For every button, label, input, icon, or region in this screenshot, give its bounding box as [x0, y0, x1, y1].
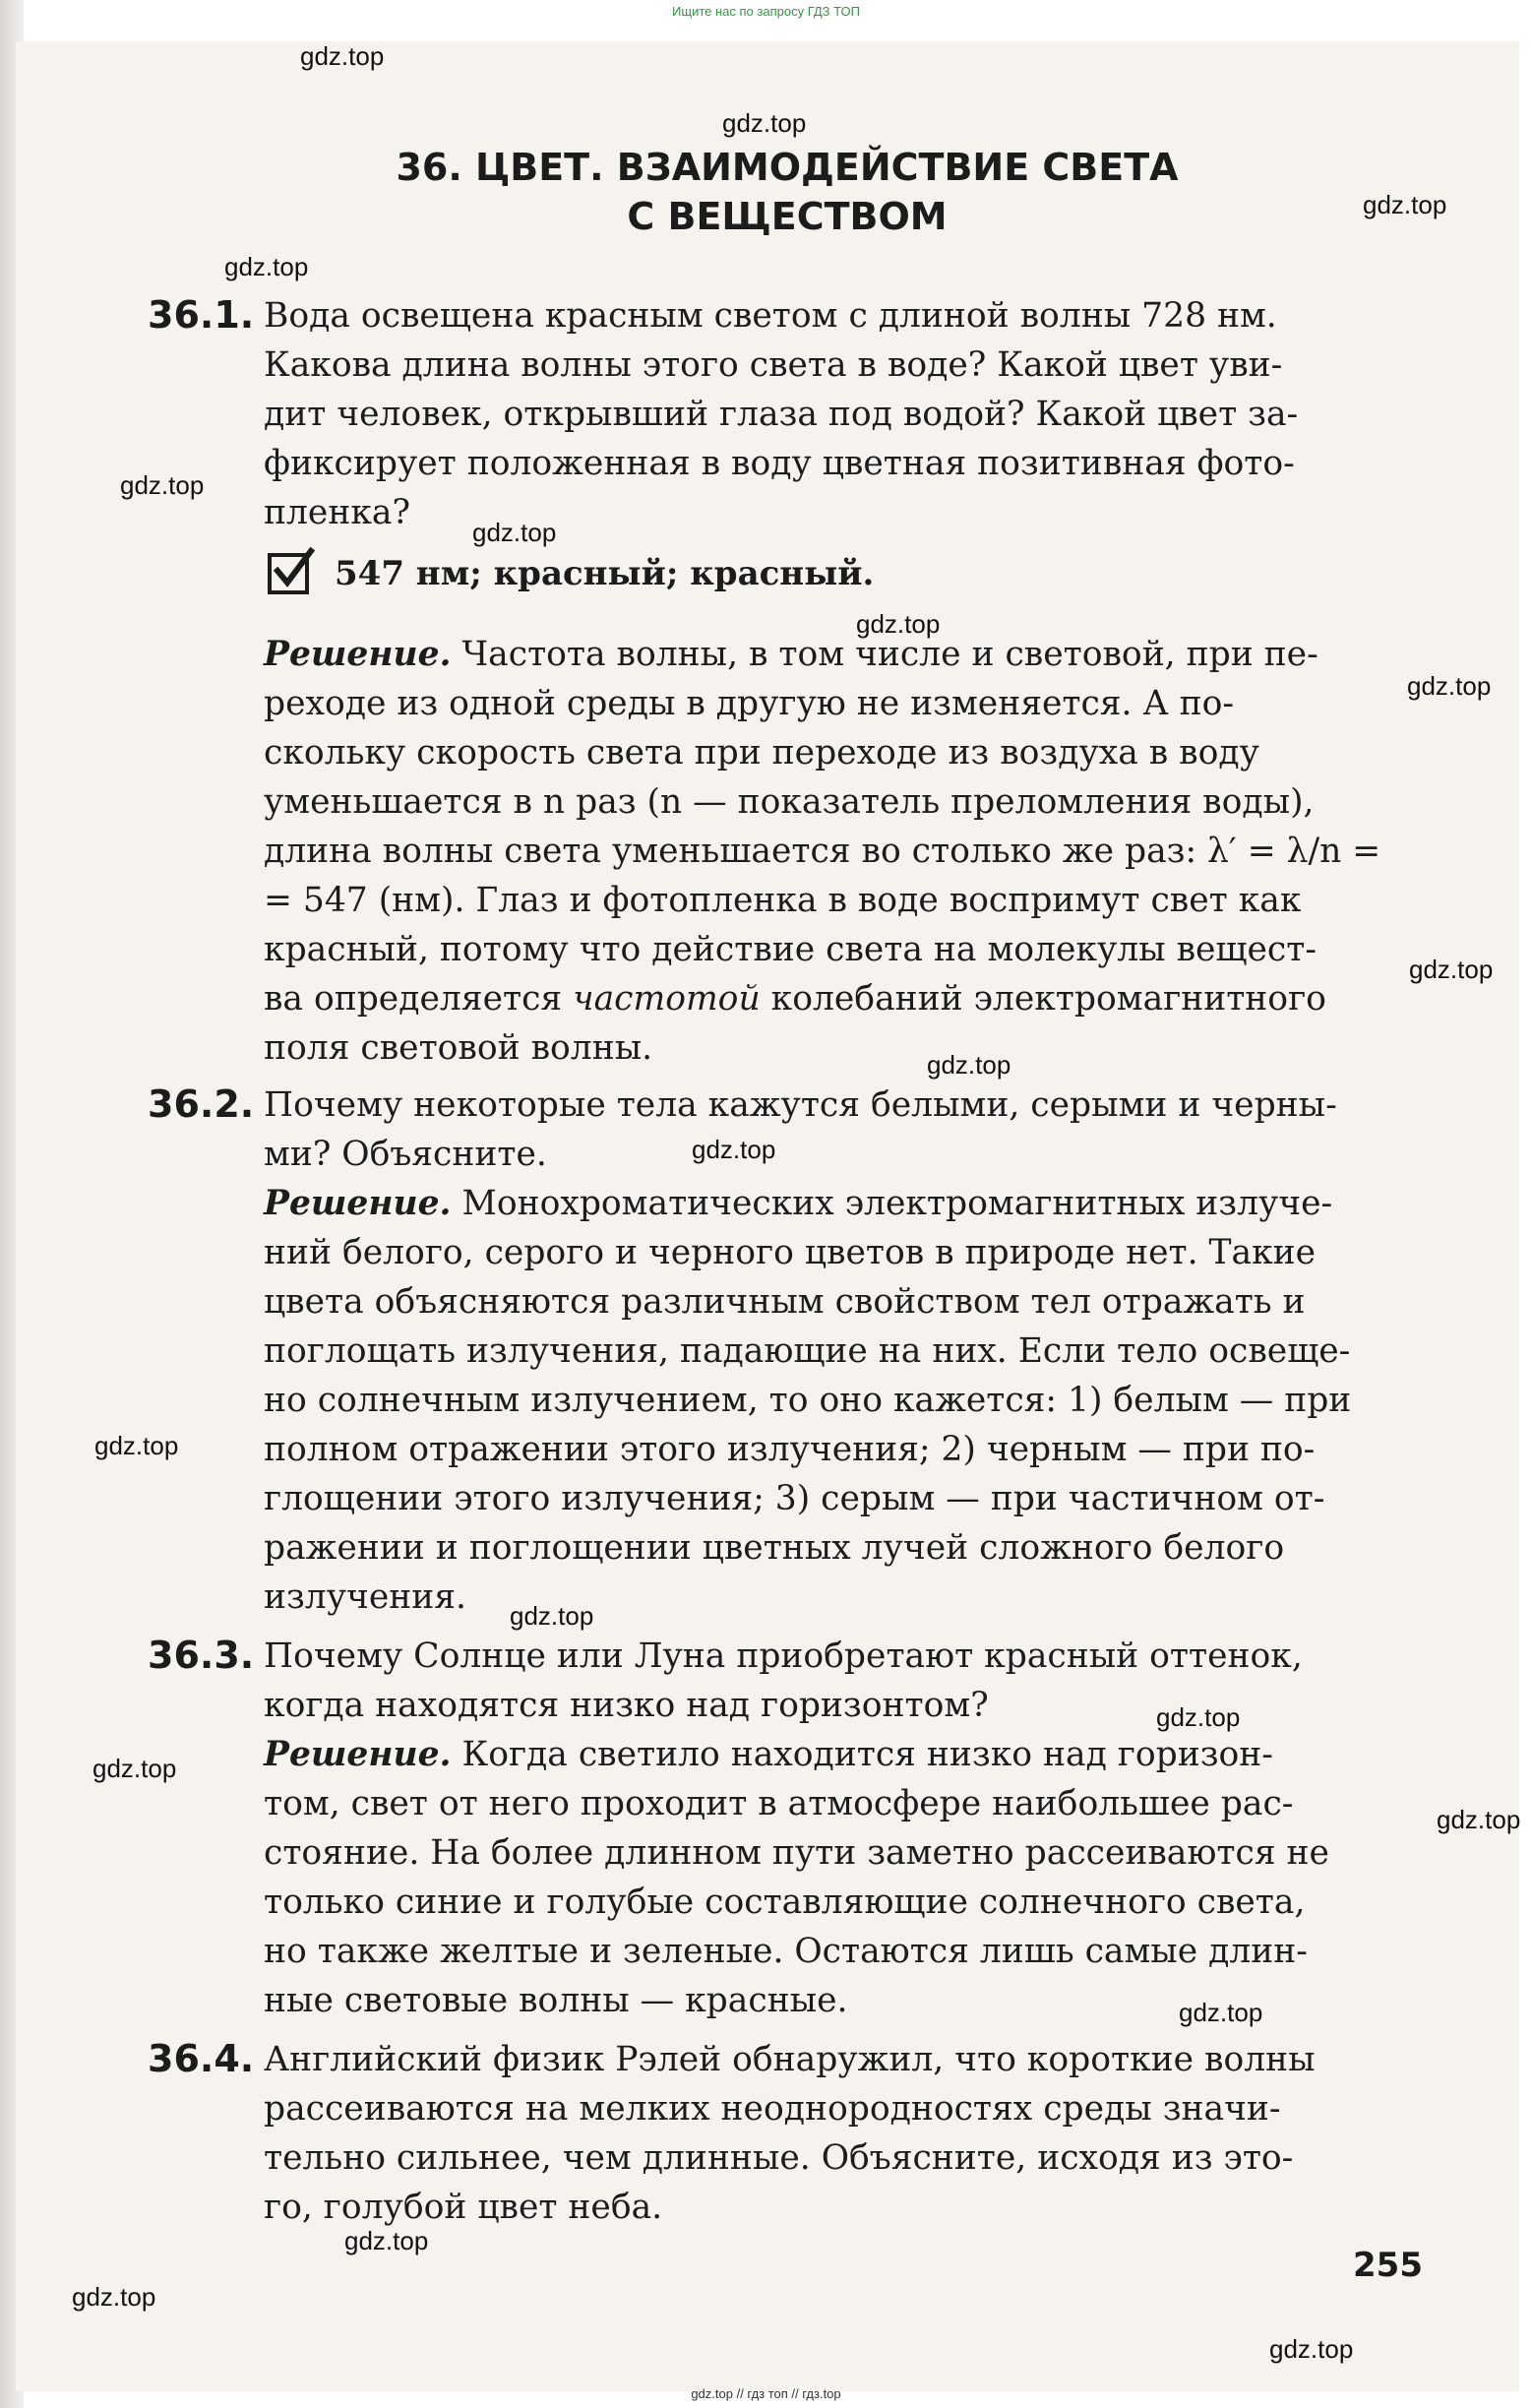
problem-36-2-question	[264, 1081, 1417, 1179]
solution-text: Частота волны, в том числе и световой, при пе-	[451, 635, 1318, 674]
solution-line	[264, 1179, 1417, 1228]
watermark: gdz.top	[1269, 2334, 1354, 2364]
watermark: gdz.top	[300, 41, 385, 71]
question-line: рассеиваются на мелких неоднородностях среды значи-	[264, 2089, 1281, 2129]
question-line: тельно сильнее, чем длинные. Объясните, исходя из это-	[264, 2138, 1294, 2178]
question-line: ми? Объясните.	[264, 1135, 547, 1174]
solution-text: Монохроматических электромагнитных излуче-	[451, 1184, 1333, 1223]
watermark: gdz.top	[692, 1135, 776, 1164]
solution-line: скольку скорость света при переходе из воздуха в воду	[264, 733, 1259, 772]
solution-text: колебаний электромагнитного	[760, 979, 1326, 1019]
question-line: Почему Солнце или Луна приобретают красный оттенок,	[264, 1636, 1303, 1676]
answer-text: 547 нм; красный; красный.	[335, 554, 875, 593]
bottom-banner[interactable]: gdz.top // гдз топ // гдз.top	[691, 2386, 841, 2401]
watermark: gdz.top	[1156, 1702, 1241, 1732]
solution-label: Решение.	[264, 1735, 452, 1774]
problem-number-36-1: 36.1.	[148, 293, 255, 337]
watermark: gdz.top	[472, 518, 557, 547]
problem-36-1-solution	[264, 630, 1417, 1073]
watermark: gdz.top	[1363, 190, 1447, 219]
top-banner[interactable]: Ищите нас по запросу ГДЗ ТОП	[672, 4, 860, 19]
solution-line: глощении этого излучения; 3) серым — при частичном от-	[264, 1479, 1325, 1518]
problem-number-36-2: 36.2.	[148, 1082, 255, 1126]
solution-label: Решение.	[264, 635, 452, 674]
problem-36-4-question	[264, 2035, 1417, 2232]
watermark: gdz.top	[510, 1601, 594, 1631]
problem-number-36-4: 36.4.	[148, 2037, 255, 2080]
solution-line: но также желтые и зеленые. Остаются лишь самые длин-	[264, 1932, 1308, 1971]
solution-line: только синие и голубые составляющие солнечного света,	[264, 1883, 1306, 1922]
watermark: gdz.top	[1407, 671, 1492, 701]
solution-line: красный, потому что действие света на молекулы вещест-	[264, 930, 1317, 969]
solution-line: том, свет от него проходит в атмосфере наибольшее рас-	[264, 1784, 1294, 1823]
solution-line: реходе из одной среды в другую не изменяется. А по-	[264, 684, 1234, 723]
problem-36-2-solution	[264, 1179, 1417, 1622]
section-title-line2: С ВЕЩЕСТВОМ	[627, 195, 948, 238]
question-line: фиксирует положенная в воду цветная позитивная фото-	[264, 444, 1295, 483]
solution-line: ные световые волны — красные.	[264, 1981, 848, 2020]
question-line: когда находятся низко над горизонтом?	[264, 1686, 989, 1725]
solution-text: ва определяется	[264, 979, 574, 1019]
solution-label: Решение.	[264, 1184, 452, 1223]
solution-line: но солнечным излучением, то оно кажется: 1) белым — при	[264, 1381, 1352, 1420]
section-title-line1: 36. ЦВЕТ. ВЗАИМОДЕЙСТВИЕ СВЕТА	[396, 146, 1179, 189]
solution-line: уменьшается в n раз (n — показатель преломления воды),	[264, 782, 1315, 822]
solution-line: = 547 (нм). Глаз и фотопленка в воде воспримут свет как	[264, 881, 1302, 920]
problem-36-3-question	[264, 1632, 1417, 1730]
watermark: gdz.top	[927, 1050, 1011, 1080]
watermark: gdz.top	[1437, 1805, 1521, 1834]
watermark: gdz.top	[856, 609, 941, 639]
question-line: Какова длина волны этого света в воде? Какой цвет уви-	[264, 345, 1283, 385]
solution-line	[264, 974, 1417, 1023]
question-line: го, голубой цвет неба.	[264, 2188, 663, 2227]
solution-line: ний белого, серого и черного цветов в природе нет. Такие	[264, 1233, 1317, 1272]
watermark: gdz.top	[92, 1754, 177, 1783]
watermark: gdz.top	[344, 2226, 429, 2255]
watermark: gdz.top	[120, 470, 205, 500]
solution-line: полном отражении этого излучения; 2) черным — при по-	[264, 1430, 1316, 1469]
answer-36-1	[268, 553, 874, 594]
problem-number-36-3: 36.3.	[148, 1634, 255, 1677]
italic-term: частотой	[573, 979, 761, 1019]
solution-line	[264, 630, 1417, 679]
solution-line: длина волны света уменьшается во столько же раз: λ′ = λ/n =	[264, 832, 1381, 871]
solution-line	[264, 1730, 1417, 1779]
question-line: пленка?	[264, 493, 410, 532]
solution-line: стояние. На более длинном пути заметно рассеиваются не	[264, 1833, 1329, 1873]
problem-36-3-solution	[264, 1730, 1417, 2025]
question-line: Почему некоторые тела кажутся белыми, серыми и черны-	[264, 1085, 1337, 1125]
solution-line: поля световой волны.	[264, 1028, 653, 1068]
solution-line: цвета объясняются различным свойством тел отражать и	[264, 1282, 1306, 1322]
checkmark-box-icon	[268, 553, 309, 594]
solution-text: Когда светило находится низко над горизон-	[451, 1735, 1273, 1774]
question-line: Вода освещена красным светом с длиной волны 728 нм.	[264, 296, 1277, 336]
page-number: 255	[1353, 2246, 1423, 2285]
solution-line: поглощать излучения, падающие на них. Если тело освеще-	[264, 1331, 1351, 1371]
watermark: gdz.top	[94, 1431, 179, 1460]
question-line: Английский физик Рэлей обнаружил, что короткие волны	[264, 2040, 1316, 2079]
watermark: gdz.top	[722, 108, 807, 138]
watermark: gdz.top	[1179, 1998, 1263, 2027]
question-line: дит человек, открывший глаза под водой? Какой цвет за-	[264, 395, 1299, 434]
watermark: gdz.top	[1409, 955, 1494, 984]
solution-line: ражении и поглощении цветных лучей сложного белого	[264, 1528, 1285, 1568]
solution-line: излучения.	[264, 1577, 466, 1617]
watermark: gdz.top	[224, 252, 309, 281]
problem-36-1-question	[264, 291, 1417, 537]
watermark: gdz.top	[72, 2282, 156, 2312]
